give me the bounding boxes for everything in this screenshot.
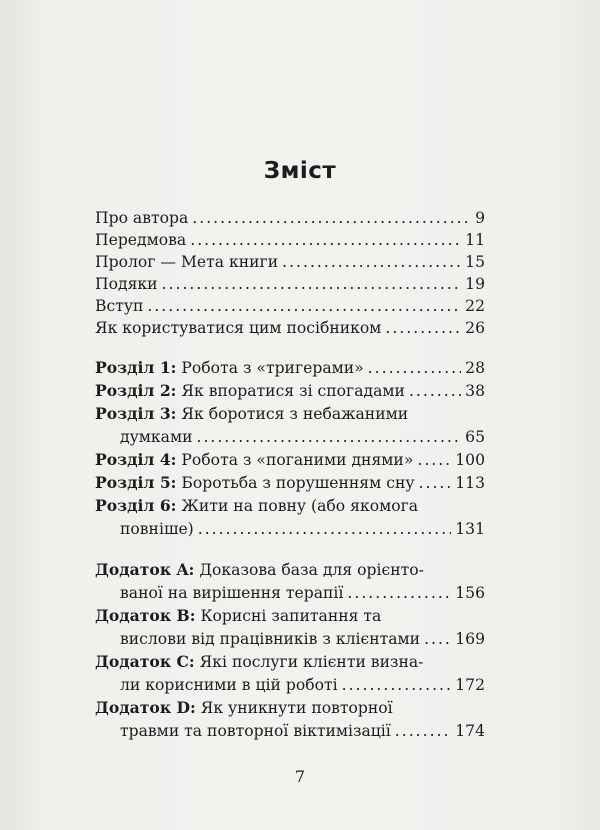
toc-entry-how-to-use <box>95 317 485 339</box>
toc-entry-text: Подяки <box>95 275 158 293</box>
toc-entry-text-cont: ли корисними в цій роботі <box>120 676 338 694</box>
toc-page-number: 65 <box>465 428 485 446</box>
toc-page-number: 11 <box>465 231 485 249</box>
toc-leader-dots <box>196 426 461 448</box>
toc-entry-appendix-c <box>95 651 485 673</box>
toc-entry-text: Пролог — Мета книги <box>95 253 279 271</box>
toc-entry-about-author <box>95 207 485 229</box>
toc-leader-dots <box>424 628 451 650</box>
toc-entry-introduction <box>95 295 485 317</box>
toc-entry-text: Про автора <box>95 209 189 227</box>
toc-entry-chapter-5 <box>95 472 485 494</box>
toc-entry-text-cont: вислови від працівників з клієнтами <box>120 630 421 648</box>
toc-page-number: 19 <box>465 275 485 293</box>
toc-page-number: 131 <box>455 520 485 538</box>
toc-page-number: 156 <box>455 584 485 602</box>
toc-entry-text: Як уникнути повторної <box>200 699 393 717</box>
toc-entry-appendix-a <box>95 559 485 581</box>
toc-entry-label: Розділ 1: <box>95 358 177 377</box>
toc-leader-dots <box>190 229 461 251</box>
toc-entry-foreword <box>95 229 485 251</box>
toc-page-number: 172 <box>455 676 485 694</box>
toc-entry-label: Додаток C: <box>95 652 195 671</box>
toc-entry-acknowledgements <box>95 273 485 295</box>
toc-entry-text: Боротьба з порушенням сну <box>181 474 415 492</box>
toc-entry-chapter-3 <box>95 403 485 425</box>
toc-entry-chapter-3-cont <box>120 426 485 448</box>
toc-entry-chapter-4 <box>95 449 485 471</box>
toc-leader-dots <box>342 674 452 696</box>
toc-leader-dots <box>395 720 451 742</box>
toc-entry-label: Додаток A: <box>95 560 195 579</box>
toc-entry-text: Як впоратися зі спогадами <box>181 382 405 400</box>
toc-entry-appendix-c-cont <box>120 674 485 696</box>
toc-entry-text-cont: травми та повторної віктимізації <box>120 722 391 740</box>
toc-entry-label: Розділ 4: <box>95 450 177 469</box>
toc-entry-text: Робота з «тригерами» <box>181 359 364 377</box>
toc-leader-dots <box>147 295 461 317</box>
toc-leader-dots <box>198 518 451 540</box>
toc-page-number: 22 <box>465 297 485 315</box>
toc-entry-text: Вступ <box>95 297 144 315</box>
toc-leader-dots <box>347 582 451 604</box>
toc-entry-text-cont: повніше) <box>120 520 194 538</box>
toc-entry-text: Корисні запитання та <box>200 607 382 625</box>
toc-leader-dots <box>417 449 451 471</box>
toc-entry-chapter-6 <box>95 495 485 517</box>
toc-entry-prologue <box>95 251 485 273</box>
toc-entry-label: Додаток B: <box>95 606 196 625</box>
toc-page-number: 100 <box>455 451 485 469</box>
toc-leader-dots <box>282 251 461 273</box>
toc-page-number: 169 <box>455 630 485 648</box>
toc-leader-dots <box>368 357 461 379</box>
toc-entry-appendix-d <box>95 697 485 719</box>
page-title: Зміст <box>263 158 337 184</box>
toc-entry-text-cont: думками <box>120 428 193 446</box>
toc-entry-appendix-a-cont <box>120 582 485 604</box>
toc-leader-dots <box>409 380 461 402</box>
toc-entry-text: Як боротися з небажаними <box>181 405 409 423</box>
toc-page-number: 26 <box>465 319 485 337</box>
toc-entry-label: Розділ 5: <box>95 473 177 492</box>
toc-page-number: 28 <box>465 359 485 377</box>
toc-entry-appendix-d-cont <box>120 720 485 742</box>
toc-entry-label: Додаток D: <box>95 698 196 717</box>
toc-entry-label: Розділ 3: <box>95 404 177 423</box>
toc-entry-text: Робота з «поганими днями» <box>181 451 414 469</box>
toc-page-number: 9 <box>475 209 485 227</box>
toc-entry-chapter-1 <box>95 357 485 379</box>
toc-entry-chapter-2 <box>95 380 485 402</box>
toc-page-number: 15 <box>465 253 485 271</box>
toc-entry-text: Передмова <box>95 231 187 249</box>
toc-entry-text-cont: ваної на вирішення терапії <box>120 584 344 602</box>
toc-entry-text: Жити на повну (або якомога <box>181 497 419 515</box>
toc-entry-label: Розділ 2: <box>95 381 177 400</box>
toc-entry-appendix-b <box>95 605 485 627</box>
toc-entry-text: Як користуватися цим посібником <box>95 319 382 337</box>
toc-entry-label: Розділ 6: <box>95 496 177 515</box>
toc-entry-chapter-6-cont <box>120 518 485 540</box>
toc-entry-text: Доказова база для орієнто- <box>199 561 424 579</box>
toc-page-number: 113 <box>455 474 485 492</box>
toc-entry-text: Які послуги клієнти визна- <box>199 653 424 671</box>
toc-page-number: 38 <box>465 382 485 400</box>
toc-leader-dots <box>192 207 471 229</box>
page-number: 7 <box>294 767 306 786</box>
toc-entry-appendix-b-cont <box>120 628 485 650</box>
toc-leader-dots <box>162 273 462 295</box>
toc-leader-dots <box>385 317 461 339</box>
toc-leader-dots <box>419 472 452 494</box>
toc-page-number: 174 <box>455 722 485 740</box>
